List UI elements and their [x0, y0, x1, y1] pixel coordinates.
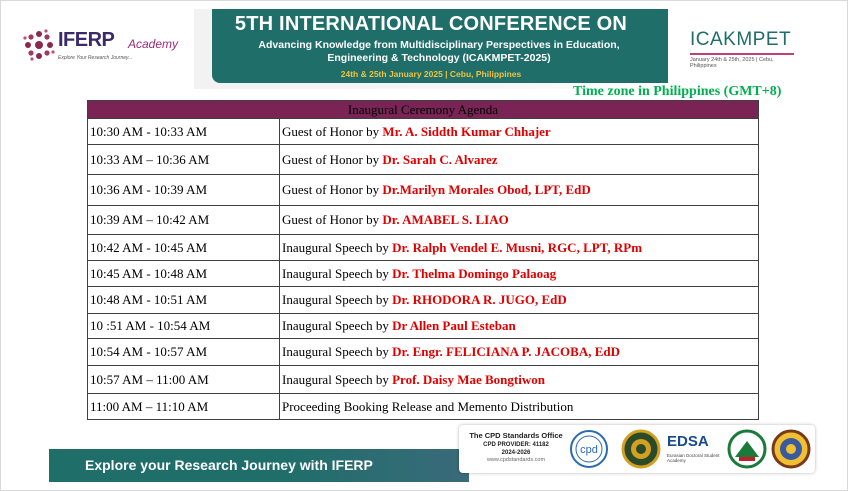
agenda-row	[88, 261, 759, 287]
conference-date: 24th & 25th January 2025 | Cebu, Philippines	[340, 69, 522, 79]
agenda-description	[280, 366, 759, 394]
university-seal-icon	[621, 429, 661, 469]
agenda-role: Guest of Honor by	[282, 123, 383, 139]
agenda-row	[88, 206, 759, 235]
speaker-name: Dr Allen Paul Esteban	[392, 318, 516, 333]
agenda-time: 10 :51 AM - 10:54 AM	[88, 314, 280, 339]
agenda-row	[88, 145, 759, 175]
speaker-name: Dr. AMABEL S. LIAO	[382, 212, 509, 227]
conference-title: 5TH INTERNATIONAL CONFERENCE ON	[234, 13, 628, 35]
agenda-role: Inaugural Speech by	[282, 318, 393, 333]
speaker-name: Dr. RHODORA R. JUGO, EdD	[392, 292, 567, 307]
agenda-row	[88, 287, 759, 314]
agenda-description	[280, 119, 759, 145]
agenda-description	[280, 314, 759, 339]
agenda-role: Inaugural Speech by	[282, 292, 393, 307]
header	[8, 9, 838, 89]
agenda-time: 10:36 AM - 10:39 AM	[88, 175, 280, 206]
icakmpet-brand: ICAKMPET	[690, 29, 792, 50]
cpd-url: www.cpdstandards.com	[486, 457, 546, 463]
agenda-time: 11:00 AM – 11:10 AM	[88, 394, 280, 420]
agenda-row	[88, 394, 759, 420]
footer-tagline: Explore your Research Journey with IFERP	[85, 457, 373, 473]
agenda-role: Guest of Honor by	[282, 182, 383, 197]
conference-subtitle	[214, 39, 664, 65]
iferp-logo	[22, 25, 192, 75]
agenda-role: Guest of Honor by	[282, 212, 383, 227]
edsa-brand: EDSA	[667, 433, 709, 450]
agenda-row	[88, 235, 759, 261]
agenda-time: 10:42 AM - 10:45 AM	[88, 235, 280, 261]
agenda-description	[280, 394, 759, 420]
agenda-row	[88, 314, 759, 339]
agenda-role: Inaugural Speech by	[282, 371, 393, 387]
speaker-name: Dr. Thelma Domingo Palaoag	[392, 265, 557, 281]
partner-logos	[459, 425, 815, 473]
agenda-time: 10:30 AM - 10:33 AM	[88, 119, 280, 145]
agenda-row	[88, 175, 759, 206]
speaker-name: Mr. A. Siddth Kumar Chhajer	[382, 123, 551, 139]
conference-subtitle-line1: Advancing Knowledge from Multidisciplinary Perspectives in Education,	[258, 39, 620, 51]
footer-banner	[49, 449, 469, 482]
agenda-title: Inaugural Ceremony Agenda	[88, 101, 759, 119]
agenda-time: 10:48 AM - 10:51 AM	[88, 287, 280, 314]
agenda-description	[280, 261, 759, 287]
agenda-role: Proceeding Booking Release and Memento Distribution	[282, 398, 574, 414]
edsa-logo	[667, 431, 725, 467]
agenda-role: Inaugural Speech by	[282, 239, 393, 255]
iferp-tagline: Explore Your Research Journey...	[58, 55, 133, 61]
cpd-years: 2024-2026	[501, 450, 531, 456]
institute-seal-icon	[771, 429, 811, 469]
conference-banner	[194, 9, 664, 89]
agenda-time: 10:33 AM – 10:36 AM	[88, 145, 280, 175]
speaker-name: Dr.Marilyn Morales Obod, LPT, EdD	[382, 182, 591, 197]
agenda-description	[280, 175, 759, 206]
agenda-role: Inaugural Speech by	[282, 265, 393, 281]
agenda-description	[280, 339, 759, 366]
cpd-title: The CPD Standards Office	[469, 431, 563, 440]
college-seal-icon	[727, 429, 767, 469]
icakmpet-sub: January 24th & 25th, 2025 | Cebu, Philippines	[690, 53, 794, 69]
agenda-description	[280, 235, 759, 261]
agenda-time: 10:39 AM – 10:42 AM	[88, 206, 280, 235]
speaker-name: Dr. Engr. FELICIANA P. JACOBA, EdD	[392, 344, 621, 359]
agenda-row	[88, 119, 759, 145]
agenda-role: Guest of Honor by	[282, 151, 383, 167]
speaker-name: Dr. Sarah C. Alvarez	[382, 151, 498, 167]
speaker-name: Prof. Daisy Mae Bongtiwon	[392, 371, 545, 387]
iferp-academy: Academy	[128, 37, 179, 51]
cpd-provider: CPD PROVIDER: 41182	[483, 442, 549, 448]
agenda-row	[88, 366, 759, 394]
iferp-dots-icon	[22, 28, 56, 62]
agenda-role: Inaugural Speech by	[282, 344, 393, 359]
agenda-time: 10:57 AM – 11:00 AM	[88, 366, 280, 394]
agenda-title-row	[88, 101, 759, 119]
edsa-sub: Eurasian Doctoral Student Academy	[667, 453, 720, 463]
cpd-badge-icon	[569, 429, 609, 469]
conference-subtitle-line2: Engineering & Technology (ICAKMPET-2025)	[327, 52, 551, 64]
agenda-table	[87, 100, 759, 420]
cpd-badge-text: cpd	[580, 444, 598, 456]
timezone-label: Time zone in Philippines (GMT+8)	[573, 84, 782, 99]
agenda-description	[280, 287, 759, 314]
agenda-row	[88, 339, 759, 366]
icakmpet-logo	[690, 29, 800, 69]
agenda-description	[280, 145, 759, 175]
iferp-brand: IFERP	[58, 29, 115, 51]
speaker-name: Dr. Ralph Vendel E. Musni, RGC, LPT, RPm	[392, 239, 643, 255]
agenda-time: 10:54 AM - 10:57 AM	[88, 339, 280, 366]
agenda-description	[280, 206, 759, 235]
cpd-office	[465, 431, 567, 463]
agenda-time: 10:45 AM - 10:48 AM	[88, 261, 280, 287]
